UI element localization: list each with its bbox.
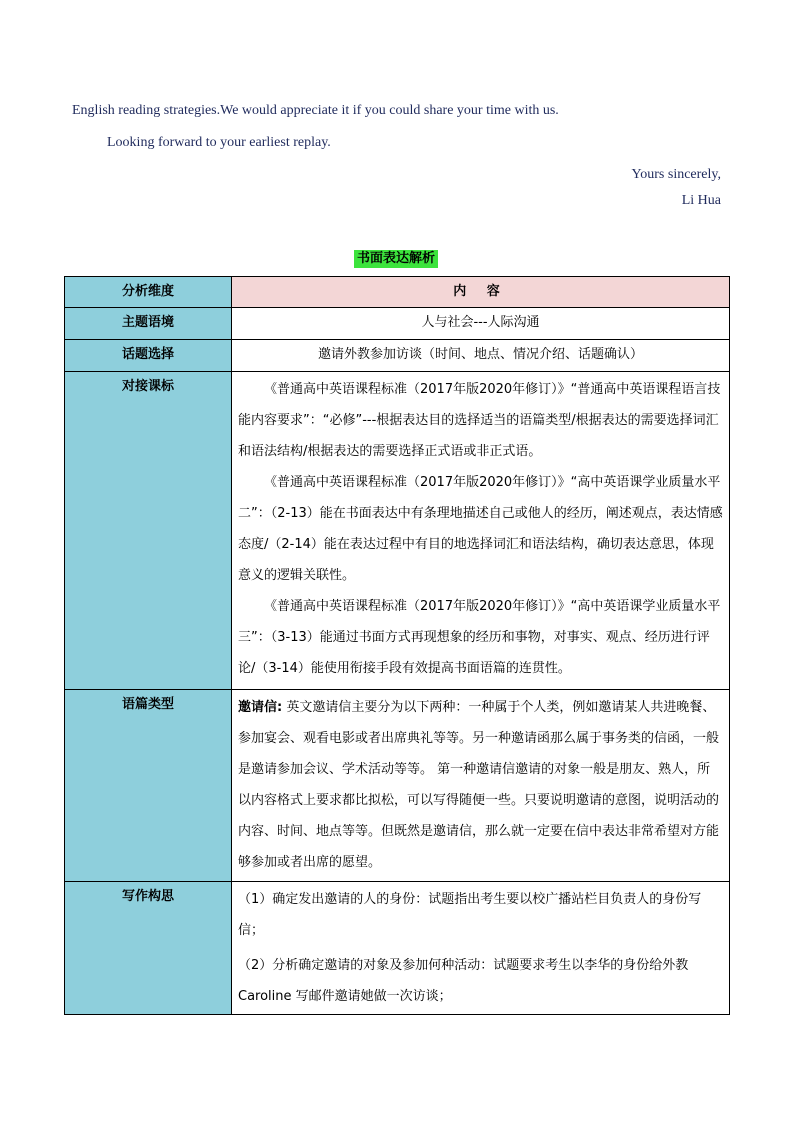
table-row-theme <box>65 308 730 340</box>
row-value <box>232 372 730 690</box>
row-label: 写作构思 <box>65 882 232 1015</box>
section-heading: 书面表达解析 <box>354 250 438 268</box>
header-dimension: 分析维度 <box>65 277 232 308</box>
row-label: 话题选择 <box>65 340 232 372</box>
letter-body-line: English reading strategies.We would appreciate it if you could share your time with us. <box>72 103 559 118</box>
row-label: 语篇类型 <box>65 690 232 882</box>
table-header-row <box>65 277 730 308</box>
standard-paragraph: 《普通高中英语课程标准（2017年版2020年修订）》“普通高中英语课程语言技能内容要求”：“必修”---根据表达目的选择适当的语篇类型/根据表达的需要选择词汇和语法结构/根据表达的需要选择正式语或非正式语。 <box>238 382 721 459</box>
standard-paragraph: 《普通高中英语课程标准（2017年版2020年修订）》“高中英语课学业质量水平三”：（3-13）能通过书面方式再现想象的经历和事物，对事实、观点、经历进行评论/（3-14）能使用衔接手段有效提高书面语篇的连贯性。 <box>238 599 721 676</box>
row-label: 主题语境 <box>65 308 232 340</box>
analysis-table <box>64 276 730 1015</box>
row-value <box>232 690 730 882</box>
genre-term: 邀请信: <box>238 700 283 715</box>
letter-complimentary-close: Yours sincerely, <box>631 167 721 182</box>
genre-text: 英文邀请信主要分为以下两种：一种属于个人类，例如邀请某人共进晚餐、参加宴会、观看电影或者出席典礼等等。另一种邀请函那么属于事务类的信函，一般是邀请参加会议、学术活动等等。 第一种邀请信邀请的对象一般是朋友、熟人，所以内容格式上要求都比拟松，可以写得随便一些。只要说明邀请的意图，说明活动的内容、时间、地点等等。但既然是邀请信，那么就一定要在信中表达非常希望对方能够参加或者出席的愿望。 <box>238 700 720 870</box>
row-value: 邀请外教参加访谈（时间、地点、情况介绍、话题确认） <box>232 340 730 372</box>
row-value: 人与社会---人际沟通 <box>232 308 730 340</box>
letter-closing-line: Looking forward to your earliest replay. <box>107 135 331 150</box>
standard-paragraph: 《普通高中英语课程标准（2017年版2020年修订）》“高中英语课学业质量水平二”：（2-13）能在书面表达中有条理地描述自己或他人的经历，阐述观点，表达情感态度/（2-14）能在表达过程中有目的地选择词汇和语法结构，确切表达意思，体现意义的逻辑关联性。 <box>238 475 723 583</box>
table-row-genre <box>65 690 730 882</box>
table-row-topic <box>65 340 730 372</box>
table-row-idea <box>65 882 730 1015</box>
row-value <box>232 882 730 1015</box>
idea-item: （1）确定发出邀请的人的身份：试题指出考生要以校广播站栏目负责人的身份写信； <box>238 892 702 938</box>
letter-signature: Li Hua <box>681 193 721 208</box>
table-row-standard <box>65 372 730 690</box>
header-content: 内 容 <box>232 277 730 308</box>
row-label: 对接课标 <box>65 372 232 690</box>
idea-item: （2）分析确定邀请的对象及参加何种活动：试题要求考生以李华的身份给外教Caroline 写邮件邀请她做一次访谈； <box>238 958 689 1004</box>
